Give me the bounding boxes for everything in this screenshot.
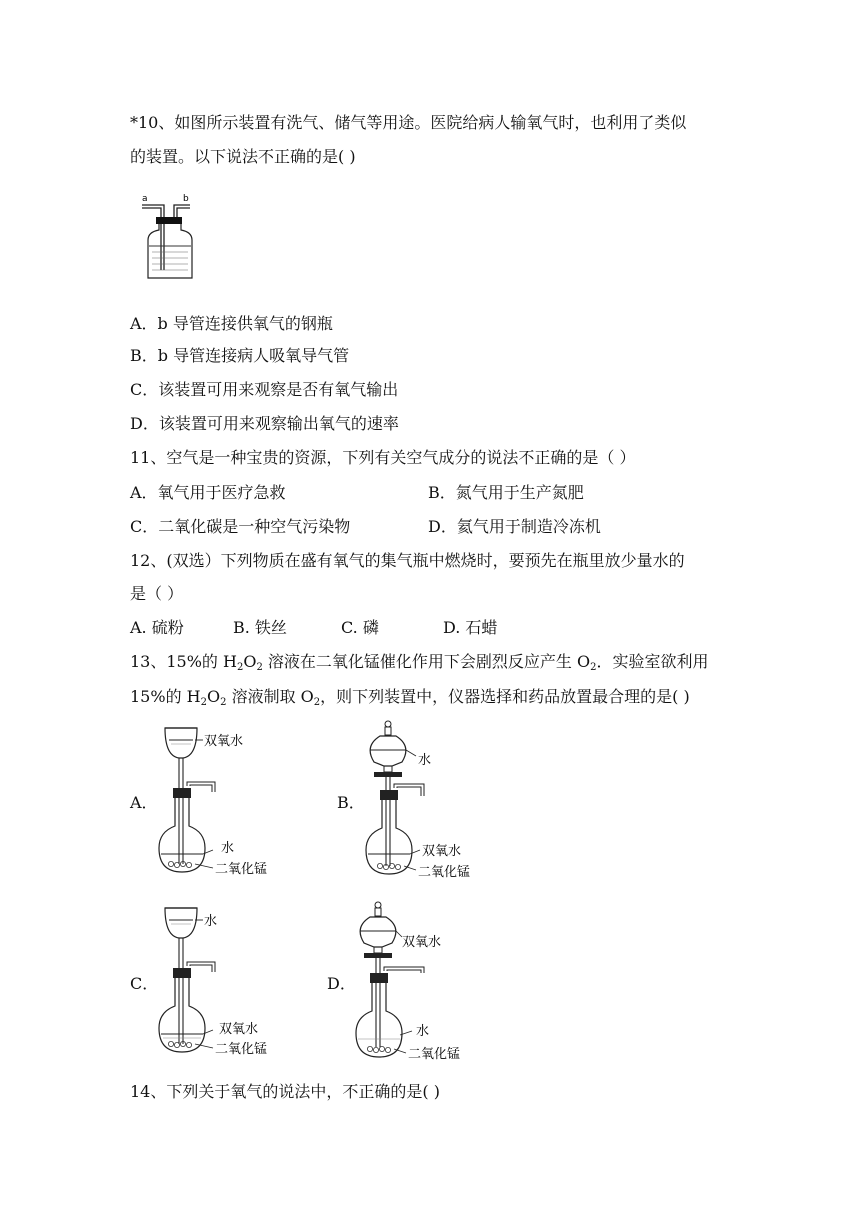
apparatus-a-figure <box>155 722 295 882</box>
q12-option-c: C. 磷 <box>341 618 379 637</box>
fig-label-a: a <box>142 194 148 204</box>
fig-c-funnel-label: 水 <box>204 914 218 929</box>
q10-option-a: A．b 导管连接供氧气的钢瓶 <box>130 314 333 333</box>
q12-option-a: A. 硫粉 <box>130 618 184 637</box>
q10-option-d: D．该装置可用来观察输出氧气的速率 <box>130 414 399 433</box>
q11-option-c: C．二氧化碳是一种空气污染物 <box>130 517 351 536</box>
fig-b-funnel-label: 水 <box>418 753 432 768</box>
fig-b-flask-top-label: 双氧水 <box>422 844 462 859</box>
q10-stem-line1: *10、如图所示装置有洗气、储气等用途。医院给病人输氧气时，也利用了类似 <box>130 113 687 132</box>
q12-stem-line1: 12、(双选）下列物质在盛有氧气的集气瓶中燃烧时，要预先在瓶里放少量水的 <box>130 551 685 570</box>
fig-b-flask-bottom-label: 二氧化锰 <box>418 865 471 880</box>
q12-option-b: B. 铁丝 <box>233 618 287 637</box>
fig-a-flask-top-label: 水 <box>221 841 235 856</box>
q10-option-b: B．b 导管连接病人吸氧导气管 <box>130 346 350 365</box>
q13-choice-c-label: C． <box>130 974 159 993</box>
fig-c-flask-bottom-label: 二氧化锰 <box>215 1042 268 1057</box>
q14-stem: 14、下列关于氧气的说法中，不正确的是( ) <box>130 1082 440 1101</box>
q12-option-d: D. 石蜡 <box>443 618 498 637</box>
q11-option-a: A．氧气用于医疗急救 <box>130 483 286 502</box>
q12-stem-line2: 是（ ） <box>130 584 184 603</box>
q10-stem-line2: 的装置。以下说法不正确的是( ) <box>130 147 356 166</box>
q13-stem-line1: 13、15%的 $H_2O_2$ 溶液在二氧化锰催化作用下会剧烈反应产生 $O_2$．实验室欲利用 <box>130 652 709 673</box>
fig-d-flask-top-label: 水 <box>416 1024 430 1039</box>
q13-stem-line2: 15%的 $H_2O_2$ 溶液制取 $O_2$，则下列装置中，仪器选择和药品放置最合理的是( ) <box>130 687 690 708</box>
apparatus-b-figure <box>362 716 502 886</box>
fig-d-flask-bottom-label: 二氧化锰 <box>408 1047 461 1062</box>
fig-a-funnel-label: 双氧水 <box>204 734 244 749</box>
q11-option-b: B．氮气用于生产氮肥 <box>428 483 584 502</box>
q13-choice-d-label: D． <box>327 974 356 993</box>
q10-option-c: C．该装置可用来观察是否有氧气输出 <box>130 380 399 399</box>
apparatus-d-figure <box>352 897 492 1067</box>
q13-choice-a-label: A． <box>130 793 158 812</box>
q11-stem: 11、空气是一种宝贵的资源，下列有关空气成分的说法不正确的是（ ） <box>130 448 636 467</box>
fig-d-funnel-label: 双氧水 <box>402 935 442 950</box>
q13-choice-b-label: B． <box>337 793 365 812</box>
fig-label-b: b <box>183 194 189 204</box>
fig-a-flask-bottom-label: 二氧化锰 <box>215 862 268 877</box>
q11-option-d: D．氦气用于制造冷冻机 <box>428 517 601 536</box>
apparatus-c-figure <box>155 902 295 1062</box>
fig-c-flask-top-label: 双氧水 <box>219 1022 259 1037</box>
gas-washing-bottle-figure <box>140 190 200 282</box>
